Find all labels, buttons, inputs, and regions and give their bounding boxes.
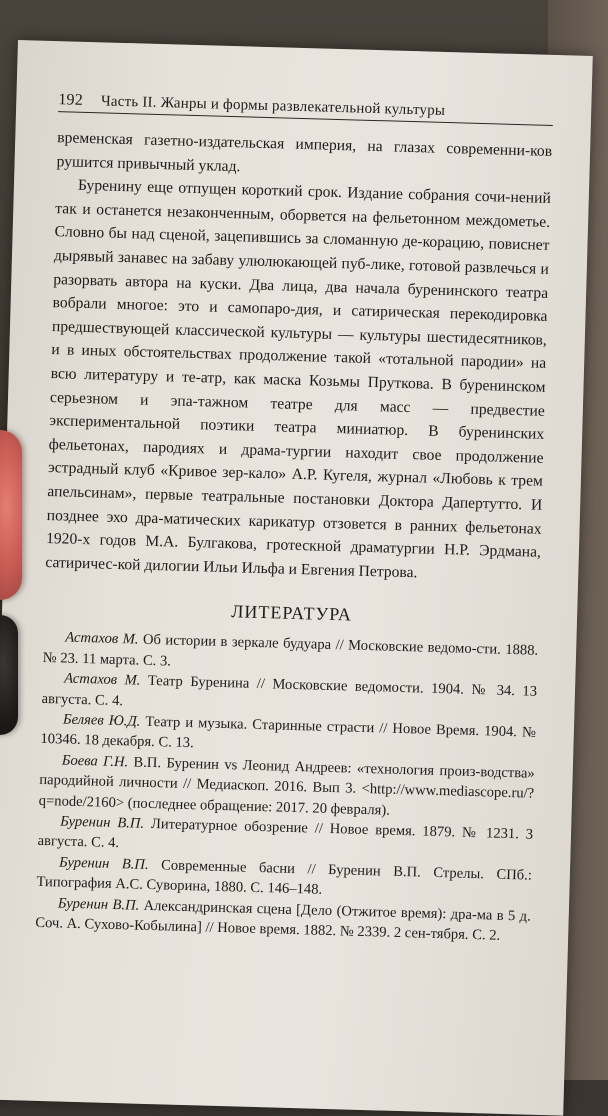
reference-text: Современные басни // Буренин В.П. Стрелы. СПб.: Типография А.С. Суворина, 1880. С. 146–148.: [36, 856, 533, 898]
reference-text: Театр и музыка. Старинные страсти // Новое Время. 1904. № 10346. 18 декабря. С. 13.: [40, 713, 537, 752]
book-page: [0, 40, 593, 1116]
reference-text: Литературное обозрение // Новое время. 1879. № 1231. 3 августа. С. 4.: [37, 815, 534, 852]
reference-text: Об истории в зеркале будуара // Московские ведомо-сти. 1888. № 23. 11 марта. С. 3.: [42, 631, 539, 670]
body-text: [45, 126, 552, 588]
page-number: 192: [58, 91, 84, 109]
page-content: [35, 91, 553, 947]
finger-nail-dark: [0, 615, 18, 735]
running-head-title: Часть II. Жанры и формы развлекательной культуры: [100, 93, 446, 119]
reference-author: Буренин В.П.: [57, 895, 140, 914]
reference-author: Буренин В.П.: [59, 813, 145, 832]
reference-author: Беляев Ю.Д.: [62, 711, 141, 730]
finger-holding-page: [0, 430, 22, 600]
reference-list: [35, 627, 538, 947]
running-head: [58, 91, 553, 126]
reference-author: Боева Г.Н.: [61, 752, 129, 771]
reference-text: В.П. Буренин vs Леонид Андреев: «технология произ-водства» пародийной личности // Медиаскоп. 2016. Вып 3. <http://www.mediascope.ru/?q=node/2160> (последнее обращение: 2017. 20 февраля).: [38, 754, 535, 819]
reference-text: Александринская сцена [Дело (Отжитое время): дра-ма в 5 д. Соч. А. Сухово-Кобылина] // Новое время. 1882. № 2339. 2 сен-тября. С. 2.: [35, 897, 531, 944]
reference-author: Буренин В.П.: [58, 854, 149, 873]
reference-text: Театр Буренина // Московские ведомости. 1904. № 34. 13 августа. С. 4.: [41, 672, 538, 709]
reference-author: Астахов М.: [65, 629, 139, 648]
paragraph-1: временская газетно-издательская империя, на глазах современни-ков рушится привычный уклад.: [56, 129, 553, 175]
reference-author: Астахов М.: [63, 670, 141, 689]
literature-heading: ЛИТЕРАТУРА: [230, 601, 353, 625]
paragraph-2: Буренину еще отпущен короткий срок. Издание собрания сочи-нений так и останется незаконченным, оборвется на фельетонном междометье. Словно бы над сценой, зацепившись за сломанную де-корацию, повиснет дырявый занавес на забаву улюлюкающей пуб-лике, готовой развлечься и разорвать автора на куски. Два лица, два начала буренинского театра вобрали многое: это и самопаро-дия, и сатирическая перекодировка предшествующей классической культуры — культуры шестидесятников, и в иных обстоятельствах продолжение такой «тотальной пародии» на всю литературу и те-атр, как маска Козьмы Пруткова. В буренинском серьезном и эпа-тажном театре для масс — предвестие экспериментальной поэтики театра миниатюр. В буренинских фельетонах, пародиях и драма-тургии находит свое продолжение эстрадный клуб «Кривое зер-кало» А.Р. Кугеля, журнал «Любовь к трем апельсинам», первые театральные постановки Доктора Дапертутто. И позднее эхо дра-матических карикатур отзовется в ранних фельетонах 1920-х годов М.А. Булгакова, гротескной драматургии Н.Р. Эрдмана, сатиричес-кой дилогии Ильи Ильфа и Евгения Петрова.: [45, 176, 552, 582]
